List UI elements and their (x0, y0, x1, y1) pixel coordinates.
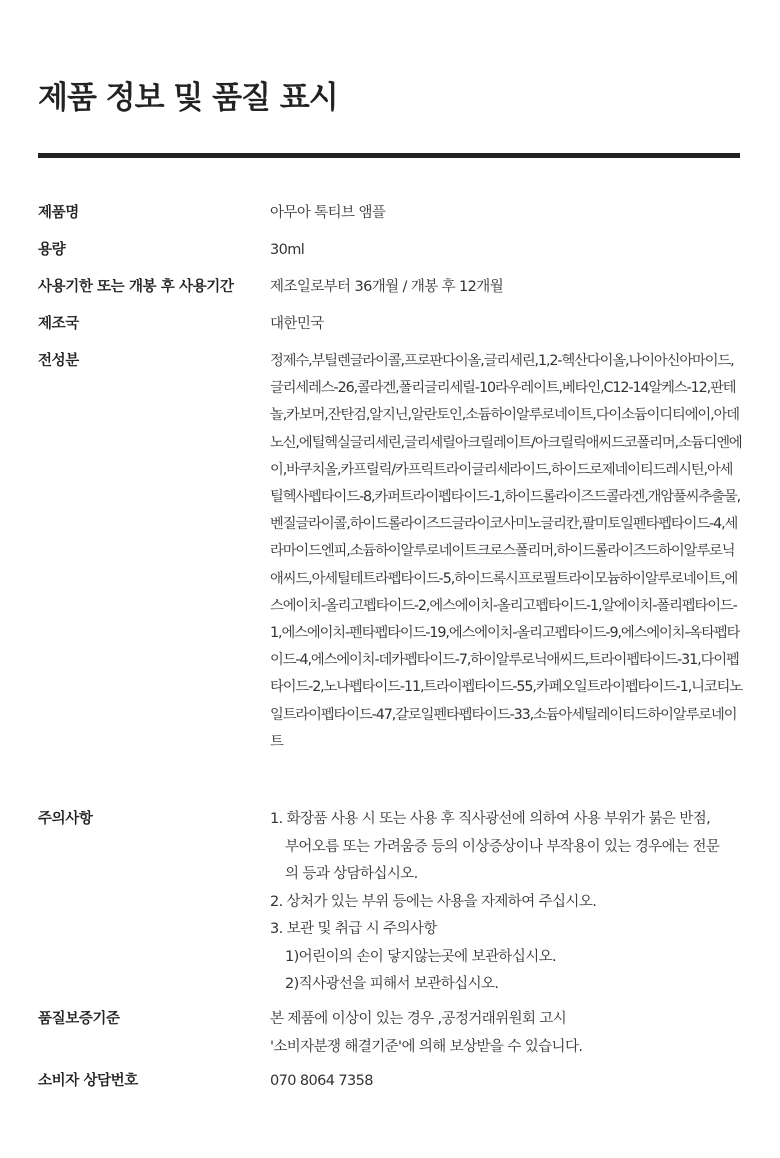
page-title: 제품 정보 및 품질 표시 (38, 80, 338, 116)
volume-label: 용량 (38, 242, 66, 258)
caution-value (270, 806, 743, 999)
quality-line: '소비자분쟁 해결기준'에 의해 보상받을 수 있습니다. (270, 1038, 583, 1055)
ingredients-label: 전성분 (38, 353, 79, 369)
product-name-value: 아무아 톡티브 앰플 (270, 205, 386, 221)
row-volume (38, 237, 743, 274)
caution-sub-item: 2)직사광선을 피해서 보관하십시오. (285, 976, 499, 992)
row-ingredients (38, 348, 743, 806)
row-country (38, 311, 743, 348)
phone-value: 070 8064 7358 (270, 1073, 373, 1089)
row-consumer-phone (38, 1068, 743, 1098)
caution-item-continued: 의 등과 상담하십시오. (285, 866, 418, 882)
country-label: 제조국 (38, 316, 79, 332)
expiry-value: 제조일로부터 36개월 / 개봉 후 12개월 (270, 279, 504, 295)
quality-line: 본 제품에 이상이 있는 경우 ,공정거래위원회 고시 (270, 1011, 567, 1027)
caution-item-continued: 부어오름 또는 가려움증 등의 이상증상이나 부작용이 있는 경우에는 전문 (285, 838, 720, 855)
caution-item: 2. 상처가 있는 부위 등에는 사용을 자제하여 주십시오. (270, 893, 597, 910)
quality-value (270, 1006, 743, 1061)
quality-label: 품질보증기준 (38, 1011, 120, 1027)
product-info-table (38, 200, 743, 1098)
caution-label: 주의사항 (38, 811, 93, 827)
caution-sub-item: 1)어린이의 손이 닿지않는곳에 보관하십시오. (285, 948, 557, 965)
expiry-label: 사용기한 또는 개봉 후 사용기간 (38, 279, 234, 295)
phone-label: 소비자 상담번호 (38, 1073, 138, 1089)
row-quality-standard (38, 1006, 743, 1068)
row-product-name (38, 200, 743, 237)
volume-value: 30ml (270, 242, 305, 258)
caution-item: 1. 화장품 사용 시 또는 사용 후 직사광선에 의하여 사용 부위가 붉은 반점, (270, 811, 711, 827)
title-divider (38, 153, 740, 158)
row-expiry (38, 274, 743, 311)
product-name-label: 제품명 (38, 205, 79, 221)
row-caution (38, 806, 743, 1006)
ingredients-value: 정제수,부틸렌글라이콜,프로판다이올,글리세린,1,2-헥산다이올,나이아신아마이드,글리세레스-26,콜라겐,폴리글리세릴-10라우레이트,베타인,C12-14알케스-12,판테놀,카보머,잔탄검,알지닌,알란토인,소듐하이알루로네이트,다이소듐이디티에이,아데노신,에틸헥실글리세린,글리세릴아크릴레이트/아크릴릭애씨드코폴리머,소듐디엔에이,바쿠치올,카프릴릭/카프릭트라이글리세라이드,하이드로제네이티드레시틴,아세틸헥사펩타이드-8,카퍼트라이펩타이드-1,하이드롤라이즈드콜라겐,개암풀씨추출물,벤질글라이콜,하이드롤라이즈드글라이코사미노글리칸,팔미토일펜타펩타이드-4,세라마이드엔피,소듐하이알루로네이트크로스폴리머,하이드롤라이즈드하이알루로닉애씨드,아세틸테트라펩타이드-5,하이드록시프로필트라이모늄하이알루로네이트,에스에이치-올리고펩타이드-2,에스에이치-올리고펩타이드-1,알에이치-폴리펩타이드-1,에스에이치-펜타펩타이드-19,에스에이치-올리고펩타이드-9,에스에이치-옥타펩타이드-4,에스에이치-데카펩타이드-7,하이알루로닉애씨드,트라이펩타이드-31,다이펩타이드-2,노나펩타이드-11,트라이펩타이드-55,카페오일트라이펩타이드-1,니코티노일트라이펩타이드-47,갈로일펜타펩타이드-33,소듐아세틸레이티드하이알루로네이트 (270, 353, 743, 750)
country-value: 대한민국 (270, 316, 324, 332)
caution-item: 3. 보관 및 취급 시 주의사항 (270, 921, 437, 937)
